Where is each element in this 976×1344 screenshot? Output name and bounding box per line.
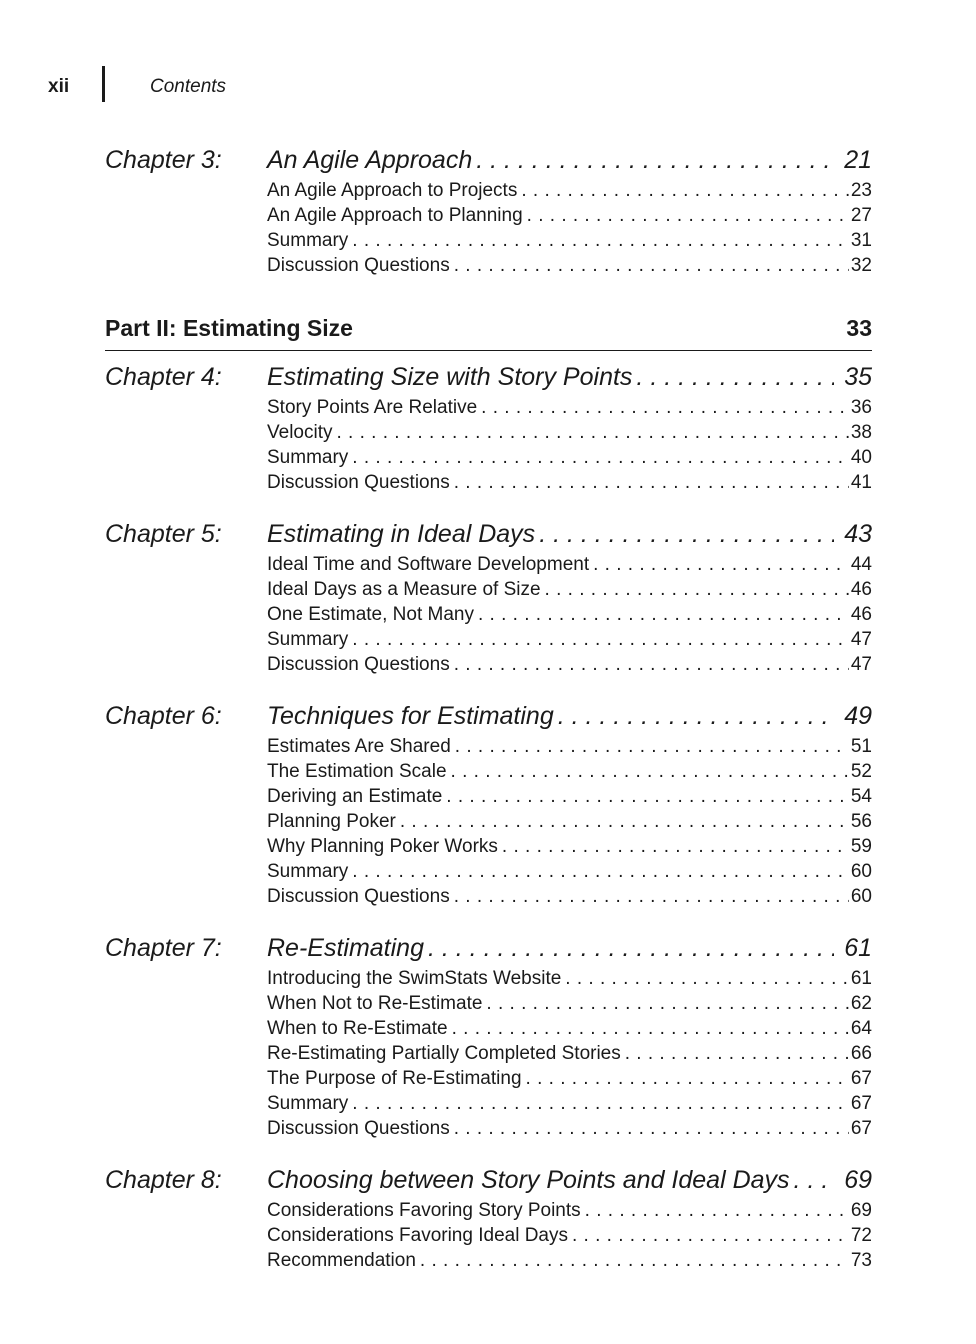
chapter-page: 69 [844, 1166, 872, 1194]
dot-leader [348, 447, 849, 469]
entry-page: 54 [850, 786, 872, 807]
dot-leader [450, 654, 849, 676]
chapter-page: 35 [844, 363, 872, 391]
dot-leader [448, 1018, 849, 1040]
chapter-label: Chapter 4: [105, 363, 222, 391]
chapter-7 [105, 934, 872, 1143]
toc-entry[interactable] [267, 205, 872, 230]
dot-leader [348, 230, 849, 252]
entry-title: Introducing the SwimStats Website [267, 968, 562, 989]
entry-title: Recommendation [267, 1250, 416, 1271]
entry-title: Discussion Questions [267, 1118, 450, 1139]
chapter-title: Estimating Size with Story Points [267, 363, 633, 391]
entry-page: 56 [850, 811, 872, 832]
entry-page: 44 [850, 554, 872, 575]
chapter-heading[interactable] [105, 702, 872, 736]
dot-leader [568, 1225, 849, 1247]
dot-leader [554, 702, 834, 731]
entry-title: Considerations Favoring Ideal Days [267, 1225, 568, 1246]
entry-page: 47 [850, 654, 872, 675]
entry-page: 61 [850, 968, 872, 989]
entry-title: Ideal Time and Software Development [267, 554, 590, 575]
toc-entry[interactable] [267, 1018, 872, 1043]
dot-leader [541, 579, 849, 601]
dot-leader [332, 422, 848, 444]
toc-entry[interactable] [267, 579, 872, 604]
header-rule [102, 66, 105, 102]
dot-leader [621, 1043, 849, 1065]
dot-leader [474, 604, 849, 626]
dot-leader [348, 861, 849, 883]
entry-page: 60 [850, 861, 872, 882]
part-rule [105, 350, 872, 351]
toc-entry[interactable] [267, 180, 872, 205]
entry-page: 27 [850, 205, 872, 226]
toc-entry[interactable] [267, 968, 872, 993]
entry-page: 73 [850, 1250, 872, 1271]
chapter-3 [105, 146, 872, 280]
chapter-title: An Agile Approach [267, 146, 473, 174]
chapter-label: Chapter 8: [105, 1166, 222, 1194]
entry-title: Summary [267, 861, 349, 882]
entry-page: 41 [850, 472, 872, 493]
entry-page: 46 [850, 604, 872, 625]
toc-entry[interactable] [267, 1043, 872, 1068]
entry-page: 72 [850, 1225, 872, 1246]
entry-title: Discussion Questions [267, 886, 450, 907]
chapter-page: 49 [844, 702, 872, 730]
dot-leader [450, 886, 849, 908]
entry-title: When Not to Re-Estimate [267, 993, 483, 1014]
dot-leader [522, 1068, 849, 1090]
page-number: xii [48, 76, 70, 97]
dot-leader [790, 1166, 835, 1195]
entry-page: 38 [850, 422, 872, 443]
chapter-heading[interactable] [105, 1166, 872, 1200]
chapter-heading[interactable] [105, 363, 872, 397]
toc-entry[interactable] [267, 629, 872, 654]
chapter-heading[interactable] [105, 934, 872, 968]
dot-leader [523, 205, 849, 227]
entry-title: Summary [267, 629, 349, 650]
toc-entry[interactable] [267, 1118, 872, 1143]
toc-entry[interactable] [267, 1093, 872, 1118]
chapter-label: Chapter 7: [105, 934, 222, 962]
chapter-title: Estimating in Ideal Days [267, 520, 536, 548]
dot-leader [450, 472, 849, 494]
chapter-label: Chapter 3: [105, 146, 222, 174]
entry-page: 51 [850, 736, 872, 757]
entry-page: 64 [850, 1018, 872, 1039]
toc-entry[interactable] [267, 654, 872, 679]
chapter-heading[interactable] [105, 146, 872, 180]
entry-title: Ideal Days as a Measure of Size [267, 579, 541, 600]
toc-entry[interactable] [267, 554, 872, 579]
entry-page: 52 [850, 761, 872, 782]
dot-leader [561, 968, 849, 990]
chapter-page: 43 [844, 520, 872, 548]
chapter-5 [105, 520, 872, 679]
part-2 [105, 315, 872, 351]
dot-leader [517, 180, 849, 202]
entry-page: 23 [850, 180, 872, 201]
toc-entry[interactable] [267, 397, 872, 422]
toc-entry[interactable] [267, 255, 872, 280]
entry-title: One Estimate, Not Many [267, 604, 474, 625]
entry-title: When to Re-Estimate [267, 1018, 448, 1039]
toc-entry[interactable] [267, 1225, 872, 1250]
toc-entry[interactable] [267, 861, 872, 886]
entry-title: Considerations Favoring Story Points [267, 1200, 581, 1221]
chapter-6 [105, 702, 872, 911]
chapter-label: Chapter 6: [105, 702, 222, 730]
dot-leader [477, 397, 849, 419]
entry-title: Summary [267, 1093, 349, 1114]
dot-leader [424, 934, 834, 963]
entry-page: 31 [850, 230, 872, 251]
chapter-8 [105, 1166, 872, 1275]
entry-title: Planning Poker [267, 811, 396, 832]
dot-leader [442, 786, 849, 808]
entry-title: Summary [267, 230, 349, 251]
entry-title: Discussion Questions [267, 255, 450, 276]
entry-page: 40 [850, 447, 872, 468]
toc-entry[interactable] [267, 736, 872, 761]
toc-entry[interactable] [267, 472, 872, 497]
dot-leader [450, 255, 849, 277]
dot-leader [416, 1250, 849, 1272]
entry-page: 32 [850, 255, 872, 276]
toc-entry[interactable] [267, 422, 872, 447]
dot-leader [589, 554, 849, 576]
toc-entry[interactable] [267, 761, 872, 786]
entry-title: An Agile Approach to Planning [267, 205, 523, 226]
entry-page: 67 [850, 1093, 872, 1114]
dot-leader [498, 836, 849, 858]
entry-page: 62 [850, 993, 872, 1014]
entry-page: 36 [850, 397, 872, 418]
entry-page: 60 [850, 886, 872, 907]
chapter-title: Choosing between Story Points and Ideal Days [267, 1166, 790, 1194]
entry-title: The Purpose of Re-Estimating [267, 1068, 522, 1089]
chapter-title: Re-Estimating [267, 934, 424, 962]
dot-leader [447, 761, 849, 783]
chapter-page: 61 [844, 934, 872, 962]
dot-leader [535, 520, 834, 549]
chapter-label: Chapter 5: [105, 520, 222, 548]
running-title: Contents [150, 76, 227, 97]
page-header [48, 66, 448, 102]
toc-entry[interactable] [267, 811, 872, 836]
chapter-4 [105, 363, 872, 497]
entry-title: Story Points Are Relative [267, 397, 478, 418]
entry-page: 47 [850, 629, 872, 650]
entry-title: Velocity [267, 422, 333, 443]
toc-entry[interactable] [267, 993, 872, 1018]
dot-leader [450, 1118, 849, 1140]
entry-title: An Agile Approach to Projects [267, 180, 518, 201]
entry-page: 59 [850, 836, 872, 857]
part-heading[interactable] [105, 315, 872, 350]
toc-entry[interactable] [267, 886, 872, 911]
dot-leader [348, 1093, 849, 1115]
toc-entry[interactable] [267, 786, 872, 811]
toc-entry[interactable] [267, 230, 872, 255]
chapter-heading[interactable] [105, 520, 872, 554]
entry-title: Estimates Are Shared [267, 736, 451, 757]
entry-title: Why Planning Poker Works [267, 836, 498, 857]
toc-entry[interactable] [267, 1250, 872, 1275]
dot-leader [482, 993, 848, 1015]
toc-entry[interactable] [267, 1068, 872, 1093]
dot-leader [451, 736, 849, 758]
dot-leader [348, 629, 849, 651]
table-of-contents [105, 146, 872, 1298]
toc-entry[interactable] [267, 604, 872, 629]
entry-page: 66 [850, 1043, 872, 1064]
entry-page: 46 [850, 579, 872, 600]
entry-title: Re-Estimating Partially Completed Stories [267, 1043, 621, 1064]
entry-title: Deriving an Estimate [267, 786, 443, 807]
toc-entry[interactable] [267, 836, 872, 861]
chapter-page: 21 [844, 146, 872, 174]
entry-title: Discussion Questions [267, 654, 450, 675]
toc-entry[interactable] [267, 447, 872, 472]
dot-leader [472, 146, 834, 175]
toc-entry[interactable] [267, 1200, 872, 1225]
entry-title: The Estimation Scale [267, 761, 447, 782]
entry-page: 69 [850, 1200, 872, 1221]
part-title: Part II: Estimating Size [105, 315, 353, 341]
entry-title: Summary [267, 447, 349, 468]
entry-page: 67 [850, 1068, 872, 1089]
part-page: 33 [846, 315, 872, 341]
entry-page: 67 [850, 1118, 872, 1139]
dot-leader [632, 363, 834, 392]
entry-title: Discussion Questions [267, 472, 450, 493]
dot-leader [581, 1200, 849, 1222]
chapter-title: Techniques for Estimating [267, 702, 554, 730]
dot-leader [396, 811, 849, 833]
